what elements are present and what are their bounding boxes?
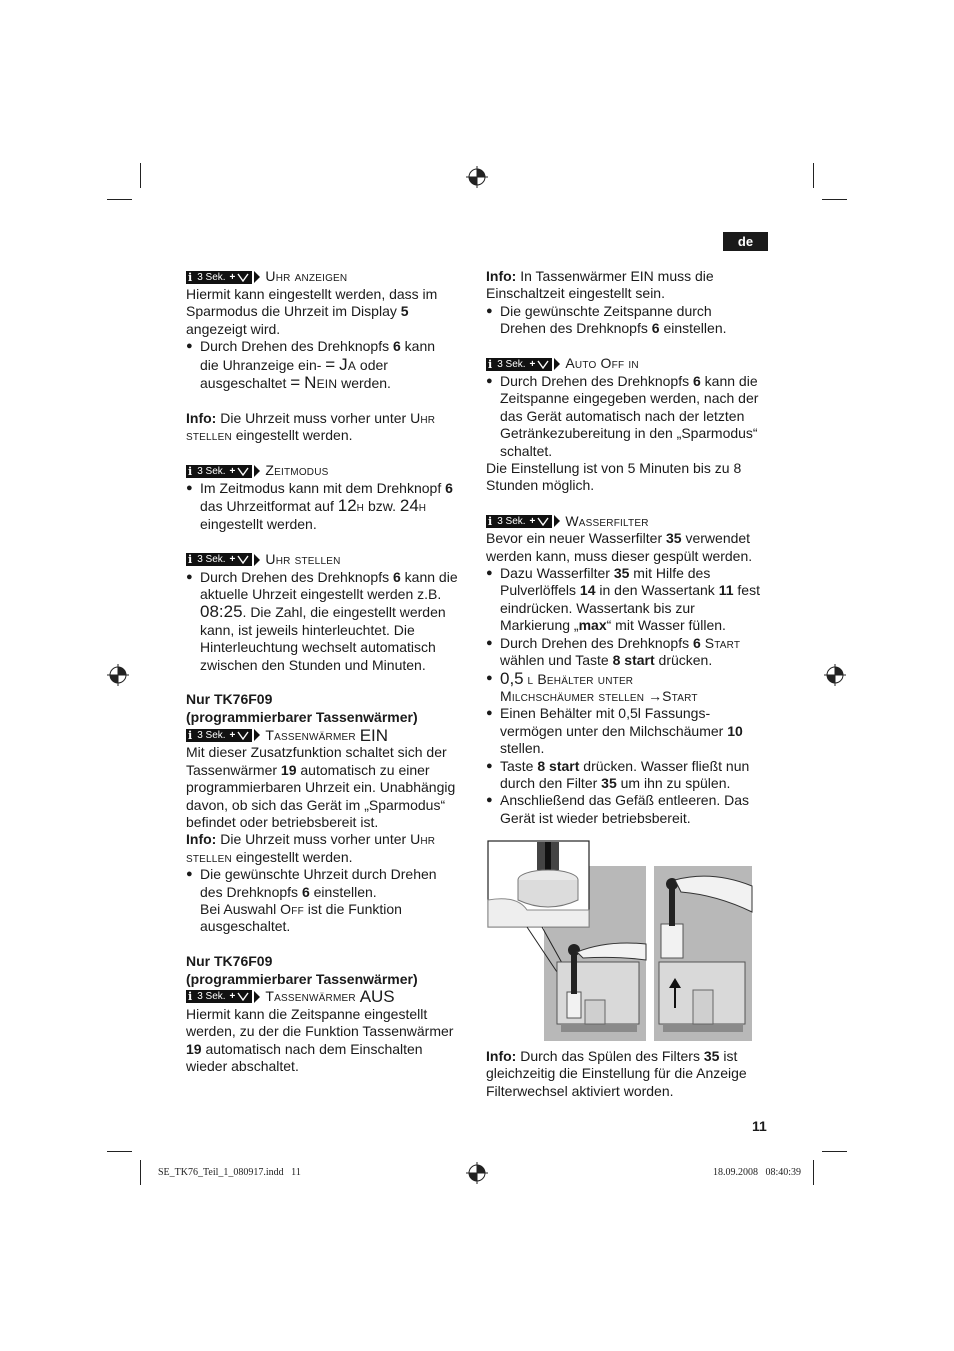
model-note: Nur TK76F09 (programmierbarer Tassenwärmer) [186,953,418,987]
info-icon: i [488,357,493,371]
language-tab: de [723,232,768,251]
section-title: Auto Off in [565,355,639,372]
arrow-right-icon: → [648,687,663,704]
bullet-item: ● Anschließend das Gefäß entleeren. Das Gerät ist wieder betriebsbereit. [486,792,770,827]
section-header-tassenwaermer-aus: i 3 Sek. + Tassenwärmer AUS [188,987,395,1007]
paragraph: Die Einstellung ist von 5 Minuten bis zu 8 Stunden möglich. [486,460,742,494]
model-note: Nur TK76F09 (programmierbarer Tassenwärmer) [186,691,418,725]
hold-3-sec-badge: i 3 Sek. + [186,990,252,1003]
info-icon: i [488,514,493,528]
right-column [486,268,770,827]
paragraph: Hiermit kann eingestellt werden, dass im Sparmodus die Uhrzeit im Display 5 angezeigt wird. [186,286,438,337]
checkmark-icon [237,731,249,740]
bullet-item: ● Dazu Wasserfilter 35 mit Hilfe des Pulverlöffels 14 in den Wassertank 11 fest eindrücken. Wassertank bis zur Markierung „max“ mit Wasser füllen. [486,565,770,635]
checkmark-icon [237,273,249,282]
bullet-item: ● Durch Drehen des Drehknopfs 6 kann die Uhranzeige ein- = Ja oder ausgeschaltet = Nein werden. [186,338,471,392]
hold-3-sec-badge: i 3 Sek. + [186,271,252,284]
checkmark-icon [537,517,549,526]
registration-mark-icon [107,664,129,686]
bullet-item: ● Die gewünschte Zeitspanne durch Drehen des Drehknopfs 6 einstellen. [486,303,770,338]
page-number: 11 [752,1118,767,1134]
crop-mark [822,199,847,200]
bullet-item: ● Durch Drehen des Drehknopfs 6 kann die Zeitspanne eingegeben werden, nach der das Gerät automatisch nach der letzten Getränkezubereitung in den „Sparmodus“ schaltet. [486,373,770,460]
triangle-right-icon [254,465,260,477]
bullet-item: ● 0,5 l Behälter unter Milchschäumer stellen →Start [486,670,770,706]
filter-rinse-figure [487,840,753,1042]
crop-mark [140,1160,141,1185]
section-title: Uhr stellen [265,550,341,567]
hold-3-sec-badge: i 3 Sek. + [186,729,252,742]
registration-mark-icon [466,166,488,188]
bottom-info [486,1048,770,1100]
section-header-wasserfilter [486,512,770,530]
checkmark-icon [237,467,249,476]
hold-3-sec-badge: i 3 Sek. + [186,465,252,478]
footer-file: SE_TK76_Teil_1_080917.indd 11 [158,1167,301,1178]
triangle-right-icon [554,515,560,527]
info-paragraph: Info: In Tassenwärmer EIN muss die Einschaltzeit eingestellt sein. [486,268,714,302]
section-header-auto-off [486,355,770,373]
section-title: Uhr anzeigen [265,268,348,285]
info-icon: i [188,990,193,1004]
section-title: Zeitmodus [265,462,329,479]
info-icon: i [188,728,193,742]
crop-mark [140,163,141,188]
hold-3-sec-badge: i 3 Sek. + [186,553,252,566]
crop-mark [107,1151,132,1152]
info-icon: i [188,553,193,567]
bullet-item: ● Die gewünschte Uhrzeit durch Drehen des Drehknopfs 6 einstellen. Bei Auswahl Off ist die Funktion ausgeschaltet. [186,866,471,936]
water-filter-illustration [487,840,753,1042]
bullet-item: ● Durch Drehen des Drehknopfs 6 Start wählen und Taste 8 start drücken. [486,635,770,670]
bullet-item: ● Durch Drehen des Drehknopfs 6 kann die aktuelle Uhrzeit eingestellt werden z.B. 08:25. Die Zahl, die eingestellt werden kann, ist jeweils hinterleuchtet. Die Hinterleuchtung wechselt automatisch zwischen den Stunden und Minuten. [186,569,471,674]
section-header-uhr-stellen [186,551,471,569]
triangle-right-icon [254,729,260,741]
crop-mark [813,163,814,188]
triangle-right-icon [554,358,560,370]
crop-mark [822,1151,847,1152]
triangle-right-icon [254,991,260,1003]
crop-mark [107,199,132,200]
triangle-right-icon [254,271,260,283]
info-paragraph: Info: Die Uhrzeit muss vorher unter Uhr stellen eingestellt werden. [186,409,436,444]
paragraph: Mit dieser Zusatzfunktion schaltet sich der Tassenwärmer 19 automatisch zu einer programmierbaren Uhrzeit ein. Unabhängig davon, ob sich das Gerät im „Sparmodus“ befindet oder betriebsbereit ist. [186,744,456,830]
section-header-zeitmodus [186,462,471,480]
section-title: Tassenwärmer [265,726,356,743]
registration-mark-icon [824,664,846,686]
info-paragraph: Info: Durch das Spülen des Filters 35 ist gleichzeitig die Einstellung für die Anzeige Filterwechsel aktiviert worden. [486,1048,747,1099]
paragraph: Hiermit kann die Zeitspanne eingestellt werden, zu der die Funktion Tassenwärmer 19 automatisch nach dem Einschalten wieder abschaltet. [186,1005,454,1075]
paragraph: Bevor ein neuer Wasserfilter 35 verwendet werden kann, muss dieser gespült werden. [486,530,753,564]
bullet-item: ● Einen Behälter mit 0,5l Fassungs- vermögen unter den Milchschäumer 10 stellen. [486,705,770,757]
checkmark-icon [537,360,549,369]
bullet-item: ● Im Zeitmodus kann mit dem Drehknopf 6 das Uhrzeitformat auf 12h bzw. 24h eingestellt werden. [186,480,471,533]
checkmark-icon [237,555,249,564]
left-column [186,268,471,1076]
crop-mark [813,1160,814,1185]
section-header-uhr-anzeigen [186,268,471,286]
info-icon: i [188,464,193,478]
registration-mark-icon [466,1162,488,1184]
info-icon: i [188,270,193,284]
hold-3-sec-badge: i 3 Sek. + [486,358,552,371]
bullet-item: ● Taste 8 start drücken. Wasser fließt nun durch den Filter 35 um ihn zu spülen. [486,758,770,793]
section-title: Wasserfilter [565,512,649,529]
section-title: Tassenwärmer [265,988,356,1005]
triangle-right-icon [254,554,260,566]
hold-3-sec-badge: i 3 Sek. + [486,515,552,528]
info-paragraph: Info: Die Uhrzeit muss vorher unter Uhr stellen eingestellt werden. [186,831,436,865]
footer-date: 18.09.2008 08:40:39 [713,1167,802,1178]
checkmark-icon [237,992,249,1001]
section-header-tassenwaermer-ein: i 3 Sek. + Tassenwärmer EIN [188,725,389,745]
